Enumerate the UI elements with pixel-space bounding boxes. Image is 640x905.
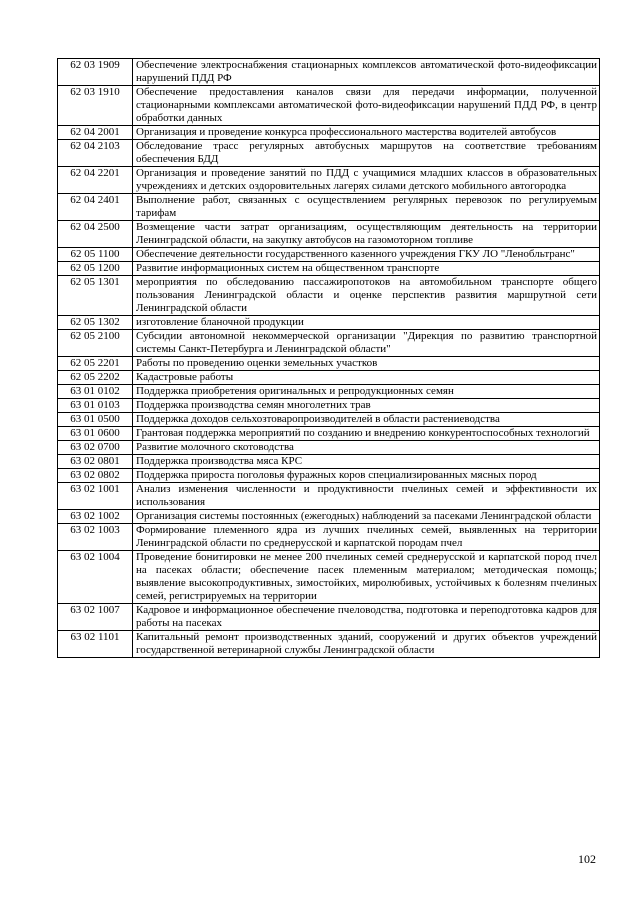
row-description: Поддержка прироста поголовья фуражных коров специализированных мясных пород (133, 469, 600, 483)
row-description: Выполнение работ, связанных с осуществлением регулярных перевозок по регулируемым тарифам (133, 194, 600, 221)
row-code: 63 01 0103 (58, 399, 133, 413)
row-description: Возмещение части затрат организациям, осуществляющим деятельность на территории Ленинградской области, на закупку автобусов на газомоторном топливе (133, 221, 600, 248)
page-number: 102 (578, 852, 596, 866)
table-row (58, 469, 600, 483)
table-row (58, 385, 600, 399)
row-code: 62 03 1909 (58, 59, 133, 86)
row-code: 63 02 1007 (58, 604, 133, 631)
row-description: Поддержка производства мяса КРС (133, 455, 600, 469)
row-description: Проведение бонитировки не менее 200 пчелиных семей среднерусской и карпатской пород пчел на пасеках области; обеспечение пасек племенным материалом; методическая помощь; выявление высокопродуктивных, зимостойких, миролюбивых, устойчивых к болезням пчелиных семей, регистрируемых на территории (133, 551, 600, 604)
row-description: Грантовая поддержка мероприятий по созданию и внедрению конкурентоспособных технологий (133, 427, 600, 441)
row-code: 63 02 0700 (58, 441, 133, 455)
budget-codes-table (57, 58, 600, 658)
row-code: 62 04 2500 (58, 221, 133, 248)
table-row (58, 221, 600, 248)
row-description: мероприятия по обследованию пассажиропотоков на автомобильном транспорте общего пользования Ленинградской области и оценке перспектив развития маршрутной сети Ленинградской области (133, 276, 600, 316)
row-code: 63 02 0802 (58, 469, 133, 483)
table-row (58, 604, 600, 631)
table-row (58, 330, 600, 357)
table-row (58, 441, 600, 455)
row-description: Формирование племенного ядра из лучших пчелиных семей, выявленных на территории Ленинградской области по среднерусской и карпатской породам пчел (133, 524, 600, 551)
table-row (58, 399, 600, 413)
row-description: Обследование трасс регулярных автобусных маршрутов на соответствие требованиям обеспечения БДД (133, 140, 600, 167)
row-code: 63 02 1003 (58, 524, 133, 551)
row-description: изготовление бланочной продукции (133, 316, 600, 330)
row-description: Развитие информационных систем на общественном транспорте (133, 262, 600, 276)
table-row (58, 483, 600, 510)
table-row (58, 413, 600, 427)
row-description: Организация системы постоянных (ежегодных) наблюдений за пасеками Ленинградской области (133, 510, 600, 524)
row-description: Кадастровые работы (133, 371, 600, 385)
table-body (58, 59, 600, 658)
row-code: 63 01 0500 (58, 413, 133, 427)
row-description: Капитальный ремонт производственных зданий, сооружений и других объектов учреждений государственной ветеринарной службы Ленинградской области (133, 631, 600, 658)
row-code: 63 01 0600 (58, 427, 133, 441)
row-code: 62 04 2001 (58, 126, 133, 140)
row-code: 63 01 0102 (58, 385, 133, 399)
table-row (58, 126, 600, 140)
table-row (58, 194, 600, 221)
row-description: Обеспечение деятельности государственного казенного учреждения ГКУ ЛО "Ленобльтранс" (133, 248, 600, 262)
table-row (58, 316, 600, 330)
table-row (58, 59, 600, 86)
row-code: 62 04 2201 (58, 167, 133, 194)
row-code: 62 05 1200 (58, 262, 133, 276)
row-code: 63 02 0801 (58, 455, 133, 469)
table-row (58, 357, 600, 371)
table-row (58, 551, 600, 604)
row-description: Поддержка производства семян многолетних трав (133, 399, 600, 413)
row-code: 62 05 2202 (58, 371, 133, 385)
table-row (58, 140, 600, 167)
row-code: 62 03 1910 (58, 86, 133, 126)
row-code: 62 04 2103 (58, 140, 133, 167)
row-code: 63 02 1101 (58, 631, 133, 658)
table-row (58, 427, 600, 441)
row-description: Организация и проведение конкурса профессионального мастерства водителей автобусов (133, 126, 600, 140)
row-code: 62 05 2201 (58, 357, 133, 371)
table-row (58, 248, 600, 262)
table-row (58, 276, 600, 316)
row-code: 62 05 1100 (58, 248, 133, 262)
table-row (58, 455, 600, 469)
row-code: 62 04 2401 (58, 194, 133, 221)
table-row (58, 86, 600, 126)
row-description: Поддержка приобретения оригинальных и репродукционных семян (133, 385, 600, 399)
row-description: Обеспечение предоставления каналов связи для передачи информации, полученной стационарными комплексами автоматической фото-видеофиксации нарушений ПДД РФ, в центр обработки данных (133, 86, 600, 126)
row-code: 62 05 1302 (58, 316, 133, 330)
table-row (58, 371, 600, 385)
table-row (58, 631, 600, 658)
row-code: 62 05 1301 (58, 276, 133, 316)
row-description: Обеспечение электроснабжения стационарных комплексов автоматической фото-видеофиксации нарушений ПДД РФ (133, 59, 600, 86)
row-description: Кадровое и информационное обеспечение пчеловодства, подготовка и переподготовка кадров для работы на пасеках (133, 604, 600, 631)
table-row (58, 262, 600, 276)
row-code: 62 05 2100 (58, 330, 133, 357)
row-description: Поддержка доходов сельхозтоваропроизводителей в области растениеводства (133, 413, 600, 427)
table-row (58, 510, 600, 524)
row-code: 63 02 1001 (58, 483, 133, 510)
row-description: Развитие молочного скотоводства (133, 441, 600, 455)
row-code: 63 02 1004 (58, 551, 133, 604)
row-description: Организация и проведение занятий по ПДД с учащимися младших классов в образовательных учреждениях и детских оздоровительных лагерях силами детского мобильного автогородка (133, 167, 600, 194)
table-row (58, 524, 600, 551)
row-description: Работы по проведению оценки земельных участков (133, 357, 600, 371)
table-row (58, 167, 600, 194)
row-description: Субсидии автономной некоммерческой организации "Дирекция по развитию транспортной системы Санкт-Петербурга и Ленинградской области" (133, 330, 600, 357)
row-description: Анализ изменения численности и продуктивности пчелиных семей и эффективности их использования (133, 483, 600, 510)
row-code: 63 02 1002 (58, 510, 133, 524)
